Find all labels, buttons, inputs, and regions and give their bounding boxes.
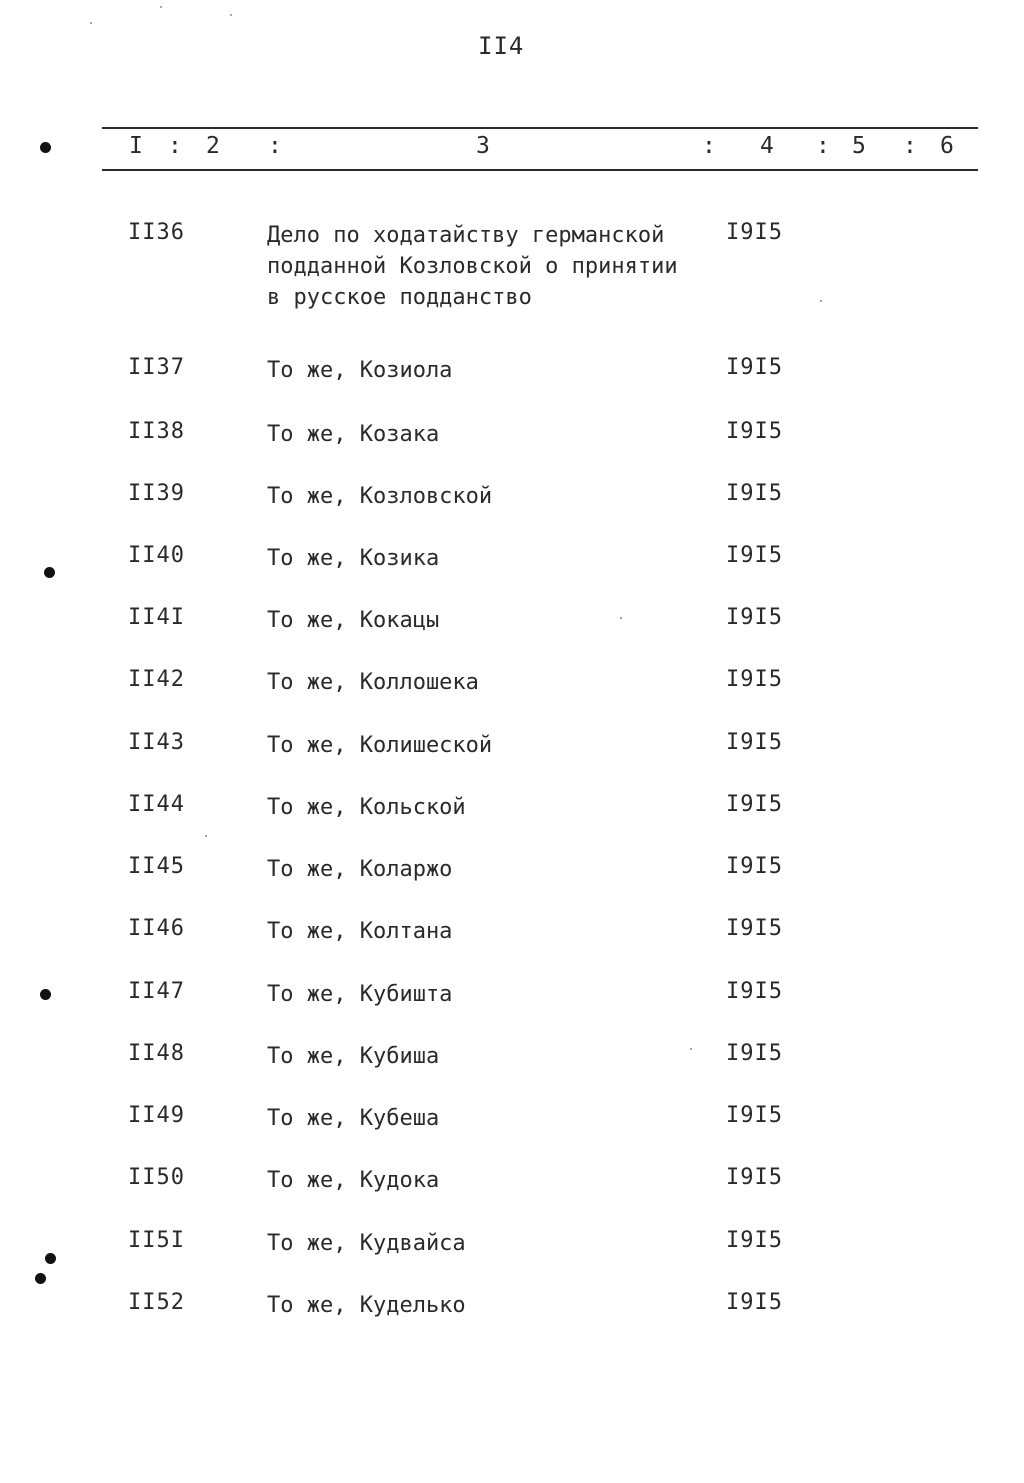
row-year: I9I5 <box>726 1041 783 1066</box>
scan-speck <box>620 617 622 619</box>
row-year: I9I5 <box>726 1228 783 1253</box>
row-number: II5I <box>128 1228 185 1253</box>
scan-speck <box>205 835 207 837</box>
scan-speck <box>820 300 822 302</box>
scan-speck <box>160 6 162 8</box>
row-number: II42 <box>128 667 185 692</box>
row-title: То же, Колтана <box>267 919 453 944</box>
header-col-5: 5 <box>852 133 866 159</box>
row-number: II50 <box>128 1165 185 1190</box>
header-top-rule <box>102 127 978 129</box>
row-year: I9I5 <box>726 355 783 380</box>
row-number: II48 <box>128 1041 185 1066</box>
margin-hole-mark <box>35 1273 46 1284</box>
scan-speck <box>690 1048 692 1050</box>
row-year: I9I5 <box>726 854 783 879</box>
scan-speck <box>230 14 232 16</box>
row-year: I9I5 <box>726 543 783 568</box>
row-number: II49 <box>128 1103 185 1128</box>
header-sep-4: : <box>816 133 830 159</box>
header-col-2: 2 <box>206 133 220 159</box>
row-number: II38 <box>128 419 185 444</box>
margin-hole-mark <box>45 1253 56 1264</box>
row-number: II46 <box>128 916 185 941</box>
header-sep-3: : <box>702 133 716 159</box>
row-number: II44 <box>128 792 185 817</box>
row-number: II40 <box>128 543 185 568</box>
row-title: То же, Куделько <box>267 1293 466 1318</box>
row-title: То же, Колишеской <box>267 733 493 758</box>
row-number: II36 <box>128 220 185 245</box>
row-year: I9I5 <box>726 1290 783 1315</box>
row-title: То же, Кубишта <box>267 982 453 1007</box>
margin-hole-mark <box>40 989 51 1000</box>
row-year: I9I5 <box>726 792 783 817</box>
row-title: То же, Кудока <box>267 1168 440 1193</box>
row-number: II47 <box>128 979 185 1004</box>
row-title: То же, Коллошека <box>267 670 479 695</box>
margin-hole-mark <box>44 567 55 578</box>
header-bottom-rule <box>102 169 978 171</box>
header-sep-2: : <box>268 133 282 159</box>
header-col-3: 3 <box>476 133 490 159</box>
row-year: I9I5 <box>726 979 783 1004</box>
row-year: I9I5 <box>726 1165 783 1190</box>
header-col-4: 4 <box>760 133 774 159</box>
row-title: То же, Козака <box>267 422 440 447</box>
row-number: II43 <box>128 730 185 755</box>
header-col-6: 6 <box>940 133 954 159</box>
row-year: I9I5 <box>726 481 783 506</box>
row-year: I9I5 <box>726 419 783 444</box>
row-title: То же, Козиола <box>267 358 453 383</box>
page-number: II4 <box>478 32 525 60</box>
header-col-1: I <box>129 133 143 159</box>
header-sep-5: : <box>903 133 917 159</box>
row-year: I9I5 <box>726 916 783 941</box>
row-title: То же, Кудвайса <box>267 1231 466 1256</box>
row-title: То же, Кольской <box>267 795 466 820</box>
row-title: То же, Кубиша <box>267 1044 440 1069</box>
row-title: То же, Коларжо <box>267 857 453 882</box>
row-title: Дело по ходатайству германской подданной Козловской о принятии в русское подданство <box>267 223 678 310</box>
row-year: I9I5 <box>726 605 783 630</box>
scan-speck <box>90 22 92 24</box>
row-number: II39 <box>128 481 185 506</box>
row-title: То же, Козика <box>267 546 440 571</box>
row-year: I9I5 <box>726 667 783 692</box>
row-title: То же, Козловской <box>267 484 493 509</box>
row-year: I9I5 <box>726 1103 783 1128</box>
row-title: То же, Кубеша <box>267 1106 440 1131</box>
row-number: II52 <box>128 1290 185 1315</box>
row-title: То же, Кокацы <box>267 608 440 633</box>
margin-hole-mark <box>40 142 51 153</box>
row-number: II37 <box>128 355 185 380</box>
row-year: I9I5 <box>726 220 783 245</box>
row-year: I9I5 <box>726 730 783 755</box>
row-number: II4I <box>128 605 185 630</box>
header-sep-1: : <box>168 133 182 159</box>
row-number: II45 <box>128 854 185 879</box>
